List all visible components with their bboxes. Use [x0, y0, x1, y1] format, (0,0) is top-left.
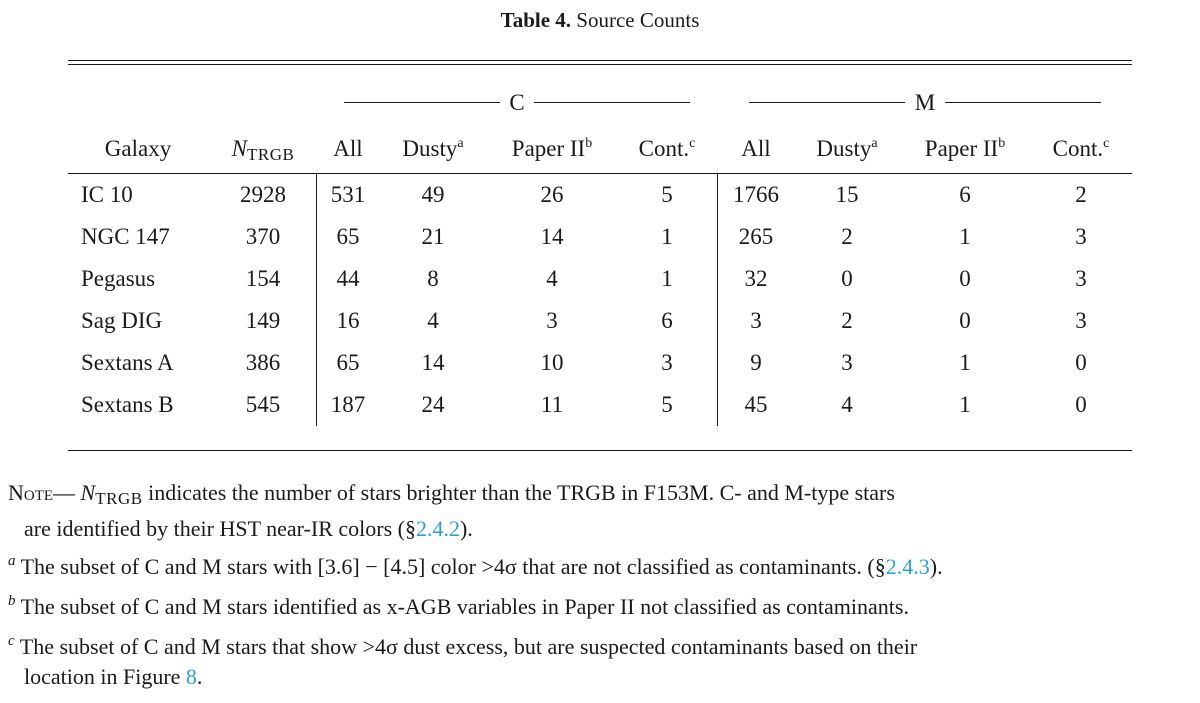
header-m-paper: Paper $II^b$ — [924, 136, 1006, 161]
table-cell: 24 — [421, 392, 445, 417]
header-c-dusty: Dusty$^a$ — [402, 136, 464, 161]
header-galaxy: Galaxy — [104, 136, 172, 161]
table-cell: 2 — [841, 308, 853, 333]
table-cell: 1 — [661, 266, 673, 291]
group-m-line-right — [945, 102, 1101, 103]
table-cell: 3 — [841, 350, 853, 375]
group-c-label: C — [509, 90, 525, 115]
table-cell: 0 — [1075, 392, 1087, 417]
table-cell: 45 — [744, 392, 768, 417]
table-cell: 65 — [336, 224, 360, 249]
table-cell: 3 — [1075, 224, 1087, 249]
note-b: $^b$ The subset of C and M stars identified as x-AGB variables in Paper II not classified as contaminants. — [8, 593, 909, 619]
table-cell: 187 — [330, 392, 366, 417]
table-cell: 11 — [540, 392, 564, 417]
row-galaxy-name: NGC 147 — [81, 224, 170, 249]
table-cell: 0 — [1075, 350, 1087, 375]
table-cell: 2 — [1075, 182, 1087, 207]
table-cell: 4 — [841, 392, 853, 417]
table-cell: 1 — [959, 392, 971, 417]
table-cell: 1766 — [733, 182, 779, 207]
table-cell: 2 — [841, 224, 853, 249]
header-m-all: All — [741, 136, 771, 161]
header-m-cont: Cont.$^c$ — [1052, 136, 1110, 161]
note-c-cont: location in Figure 8. — [24, 664, 203, 689]
bottom-rule — [68, 450, 1132, 451]
section-link-2-4-2[interactable]: 2.4.2 — [415, 516, 460, 541]
table-cell: 65 — [336, 350, 360, 375]
header-rule — [68, 173, 1132, 174]
group-m-line-left — [749, 102, 905, 103]
top-rule-1 — [68, 60, 1132, 61]
table-cell: 6 — [661, 308, 673, 333]
table-cell: 3 — [546, 308, 558, 333]
top-rule-2 — [68, 64, 1132, 65]
column-separator-c — [316, 174, 317, 426]
note-general-cont: are identified by their HST near-IR colors (§2.4.2). — [24, 516, 473, 541]
table-cell: 4 — [427, 308, 439, 333]
section-link-2-4-3[interactable]: 2.4.3 — [885, 554, 930, 579]
table-cell: 16 — [336, 308, 360, 333]
table-cell: 386 — [245, 350, 281, 375]
table-cell: 8 — [427, 266, 439, 291]
row-galaxy-name: Sag DIG — [81, 308, 163, 333]
table-notes — [8, 478, 1198, 692]
table-cell: 5 — [661, 182, 673, 207]
table-cell: 149 — [245, 308, 281, 333]
table-cell: 154 — [245, 266, 281, 291]
note-c: $^c$ The subset of C and M stars that show >4σ dust excess, but are suspected contaminants based on their — [8, 633, 918, 659]
table-cell: 6 — [959, 182, 971, 207]
table-cell: 0 — [959, 266, 971, 291]
row-galaxy-name: IC 10 — [81, 182, 133, 207]
group-c-line-right — [534, 102, 690, 103]
table-cell: 531 — [330, 182, 366, 207]
table-cell: 10 — [540, 350, 564, 375]
group-m-label: M — [914, 90, 936, 115]
table-cell: 1 — [959, 224, 971, 249]
table-cell: 49 — [421, 182, 445, 207]
header-c-cont: Cont.$^c$ — [638, 136, 696, 161]
table-cell: 21 — [421, 224, 445, 249]
table-cell: 4 — [546, 266, 558, 291]
table-cell: 3 — [1075, 308, 1087, 333]
group-c-line-left — [344, 102, 500, 103]
header-c-paper: Paper $II^b$ — [511, 136, 593, 161]
table-cell: 32 — [744, 266, 768, 291]
table-cell: 1 — [959, 350, 971, 375]
table-cell: 2928 — [240, 182, 286, 207]
row-galaxy-name: Sextans B — [81, 392, 174, 417]
table-cell: 265 — [738, 224, 774, 249]
header-ntrgb: $N_{TRGB}$ — [231, 136, 295, 164]
table-cell: 0 — [959, 308, 971, 333]
header-m-dusty: Dusty$^a$ — [816, 136, 878, 161]
table-cell: 9 — [750, 350, 762, 375]
table-cell: 5 — [661, 392, 673, 417]
row-galaxy-name: Pegasus — [81, 266, 156, 291]
table-cell: 14 — [421, 350, 445, 375]
table-cell: 545 — [245, 392, 281, 417]
table-cell: 15 — [835, 182, 859, 207]
row-galaxy-name: Sextans A — [81, 350, 174, 375]
column-separator-m — [717, 174, 718, 426]
figure-link-8[interactable]: 8 — [185, 664, 197, 689]
table-cell: 3 — [661, 350, 673, 375]
table-cell: 0 — [841, 266, 853, 291]
table-cell: 14 — [540, 224, 564, 249]
table-title: Source Counts — [576, 8, 700, 32]
note-a: $^a$ The subset of C and M stars with [3.6] − [4.5] color >4σ that are not classified as contaminants. (§2.4.3). — [8, 553, 943, 579]
table-cell: 26 — [540, 182, 564, 207]
table-caption — [0, 8, 1200, 33]
table-cell: 370 — [245, 224, 281, 249]
table-cell: 3 — [1075, 266, 1087, 291]
table-cell: 1 — [661, 224, 673, 249]
table-number: Table 4. — [500, 8, 572, 32]
table-cell: 3 — [750, 308, 762, 333]
note-general: Note— $N_{TRGB}$ indicates the number of stars brighter than the TRGB in F153M. C- and M-type stars — [8, 480, 895, 508]
table-cell: 44 — [336, 266, 360, 291]
header-c-all: All — [333, 136, 363, 161]
